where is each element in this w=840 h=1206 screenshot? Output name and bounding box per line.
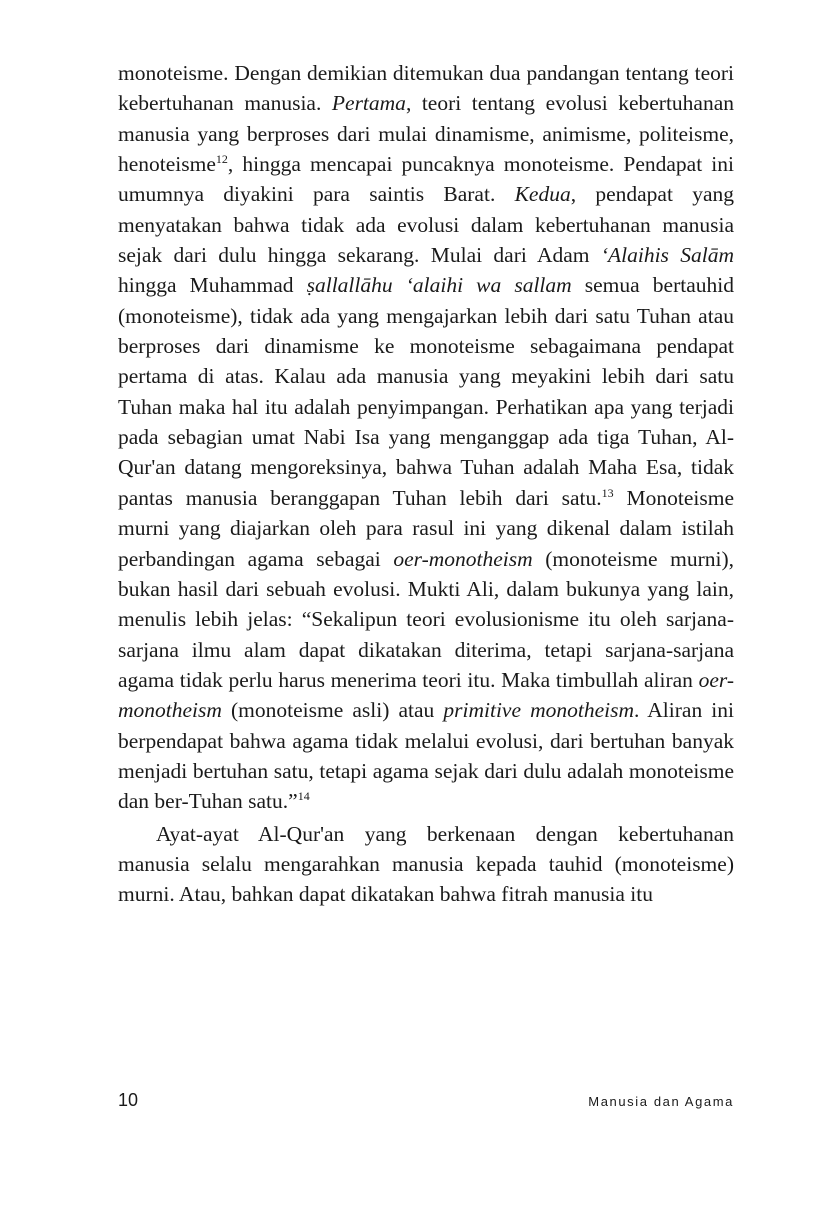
footnote-ref[interactable]: 14 [297,789,310,804]
italic-term: Kedua [514,182,571,207]
footnote-ref[interactable]: 12 [215,151,228,166]
text-run: , teori tentang evolusi kebertuhanan manusia yang berproses dari mulai dinamisme, animisme, politeisme, henoteisme [118,91,735,177]
text-run: Monoteisme murni yang diajarkan oleh para rasul ini yang dikenal dalam istilah perbandingan agama sebagai [118,485,734,571]
italic-term: ṣallallāhu ‘alaihi wa sallam [306,273,572,298]
text-run: monoteisme. Dengan demikian ditemukan dua pandangan tentang teori kebertuhanan manusia. [118,61,734,116]
running-title: Manusia dan Agama [588,1094,734,1109]
text-run: (monoteisme asli) atau [221,698,444,723]
paragraph-2 [118,819,734,910]
paragraph-1 [118,58,734,817]
text-run: , pendapat yang menyatakan bahwa tidak ada evolusi dalam kebertuhanan manusia sejak dari dulu hingga sekarang. Mulai dari Adam [118,182,734,268]
italic-term: oer-monotheism [393,546,533,571]
text-run: , hingga mencapai puncaknya monoteisme. Pendapat ini umumnya diyakini para saintis Barat. [118,152,734,207]
text-run: semua bertauhid (monoteisme), tidak ada yang mengajarkan lebih dari satu Tuhan atau berproses dari dinamisme ke monoteisme sebagaimana pendapat pertama di atas. Kalau ada manusia yang meyakini lebih dari satu Tuhan maka hal itu adalah penyimpangan. Perhatikan apa yang terjadi pada sebagian umat Nabi Isa yang menganggap ada tiga Tuhan, Al-Qur'an datang mengoreksinya, bahwa Tuhan adalah Maha Esa, tidak pantas manusia beranggapan Tuhan lebih dari satu. [118,273,734,510]
text-run: hingga Muhammad [118,273,307,298]
text-run: Ayat-ayat Al-Qur'an yang berkenaan dengan kebertuhanan manusia selalu mengarahkan manusia kepada tauhid (monoteisme) murni. Atau, bahkan dapat dikatakan bahwa fitrah manusia itu [118,821,734,907]
text-run: (monoteisme murni), bukan hasil dari sebuah evolusi. Mukti Ali, dalam bukunya yang lain, menulis lebih jelas: “Sekalipun teori evolusionisme itu oleh sarjana-sarjana ilmu alam dapat dikatakan diterima, tetapi sarjana-sarjana agama tidak perlu harus menerima teori itu. Maka timbullah aliran [118,546,734,692]
page-number: 10 [118,1090,139,1110]
footnote-ref[interactable]: 13 [601,485,614,500]
italic-term: ‘Alaihis Salām [600,243,734,268]
italic-term: primitive monotheism [443,698,634,723]
italic-term: oer-monotheism [118,667,734,723]
italic-term: Pertama [331,91,406,116]
body-text [118,58,734,910]
text-run: . Aliran ini berpendapat bahwa agama tidak melalui evolusi, dari bertuhan banyak menjadi bertuhan satu, tetapi agama sejak dari dulu adalah monoteisme dan ber-Tuhan satu.” [118,698,734,814]
